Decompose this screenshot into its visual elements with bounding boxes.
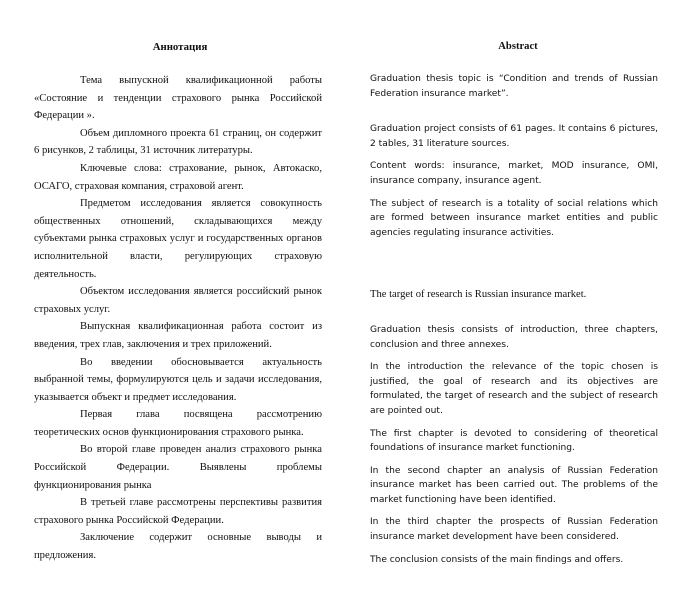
en-paragraph-volume: Graduation project consists of 61 pages. It contains 6 pictures, 2 tables, 31 literature sources.	[370, 124, 658, 149]
ru-paragraph-structure: Выпускная квалификационная работа состоит из введения, трех глав, заключения и трех приложений.	[34, 321, 322, 350]
en-paragraph-subject: The subject of research is a totality of social relations which are formed between insurance market entities and public agencies regulating insurance activities.	[370, 198, 658, 238]
russian-annotation-column	[34, 38, 322, 565]
ru-paragraph-chapter-three: В третьей главе рассмотрены перспективы развития страхового рынка Российской Федерации.	[34, 497, 322, 526]
ru-paragraph-conclusion: Заключение содержит основные выводы и предложения.	[34, 532, 322, 562]
en-paragraph-topic: Graduation thesis topic is “Condition and trends of Russian Federation insurance market”.	[370, 74, 658, 99]
ru-paragraph-volume: Объем дипломного проекта 61 страниц, он содержит 6 рисунков, 2 таблицы, 31 источник литературы.	[34, 127, 322, 157]
en-paragraph-chapter-three: In the third chapter the prospects of Russian Federation insurance market development have been considered.	[370, 517, 658, 543]
en-paragraph-chapter-one: The first chapter is devoted to considering of theoretical foundations of insurance market functioning.	[370, 428, 658, 454]
ru-paragraph-object: Объектом исследования является российский рынок страховых услуг.	[34, 286, 322, 315]
ru-paragraph-chapter-one: Первая глава посвящена рассмотрению теоретических основ функционирования страхового рынка.	[34, 409, 322, 438]
english-title: Abstract	[498, 41, 538, 52]
en-paragraph-chapter-two: In the second chapter an analysis of Russian Federation insurance market has been carried out. The problems of the market functioning have been identified.	[370, 465, 658, 505]
english-abstract-column	[370, 38, 658, 567]
en-paragraph-keywords: Content words: insurance, market, MOD insurance, OMI, insurance company, insurance agent.	[370, 161, 658, 186]
en-paragraph-conclusion: The conclusion consists of the main findings and offers.	[370, 554, 624, 565]
ru-paragraph-chapter-two: Во второй главе проведен анализ страхового рынка Российской Федерации. Выявлены проблемы функционирования рынка	[34, 444, 322, 491]
en-paragraph-target: The target of research is Russian insurance market.	[370, 289, 587, 301]
en-paragraph-structure: Graduation thesis consists of introduction, three chapters, conclusion and three annexes.	[370, 324, 658, 350]
en-paragraph-introduction: In the introduction the relevance of the topic chosen is justified, the goal of research and its objectives are formulated, the target of research and the subject of research are pointed out.	[370, 362, 658, 416]
ru-paragraph-keywords: Ключевые слова: страхование, рынок, Автокаско, ОСАГО, страховая компания, страховой агент.	[34, 162, 322, 192]
ru-paragraph-introduction: Во введении обосновывается актуальность выбранной темы, формулируются цель и задачи исследования, указывается объект и предмет исследования.	[34, 356, 322, 403]
russian-title: Аннотация	[152, 41, 208, 53]
ru-paragraph-topic: Тема выпускной квалификационной работы «Состояние и тенденции страхового рынка Российской Федерации ».	[34, 75, 322, 122]
ru-paragraph-subject: Предметом исследования является совокупность общественных отношений, складывающихся между субъектами рынка страховых услуг и государственных органов исполнительной власти, регулирующих страховую деятельность.	[34, 198, 322, 280]
